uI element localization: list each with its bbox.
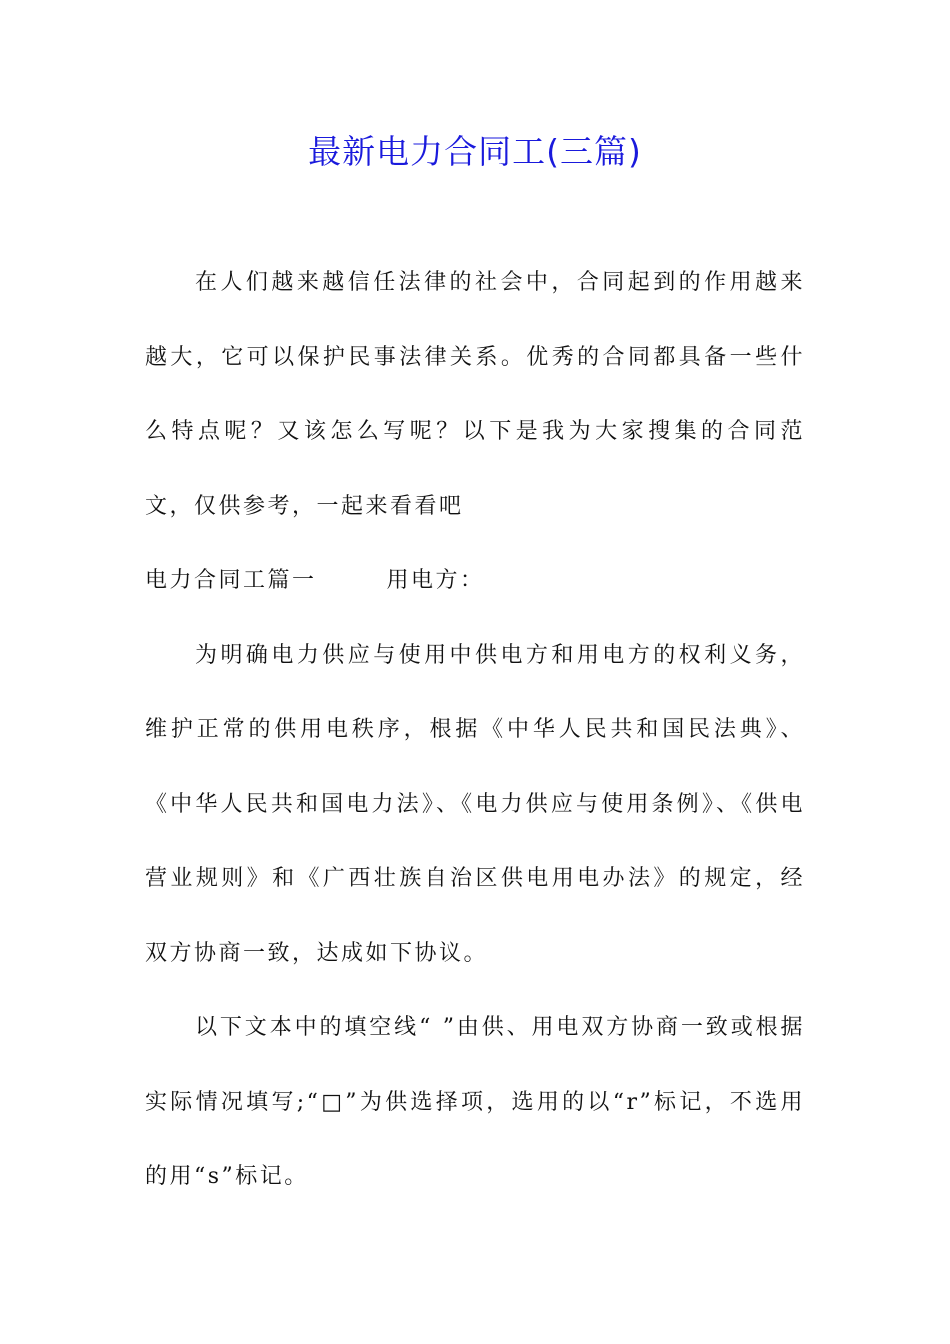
- instructions-paragraph: 以下文本中的填空线“ ”由供、用电双方协商一致或根据实际情况填写;“□”为供选择项，选用的以“r”标记，不选用的用“s”标记。: [145, 1015, 805, 1189]
- intro-paragraph: 在人们越来越信任法律的社会中，合同起到的作用越来越大，它可以保护民事法律关系。优秀的合同都具备一些什么特点呢？又该怎么写呢？以下是我为大家搜集的合同范文，仅供参考，一起来看看吧: [145, 270, 805, 519]
- document-title: 最新电力合同工(三篇): [308, 132, 642, 171]
- section-heading-line: [145, 544, 805, 619]
- section-party-label: 用电方：: [386, 568, 485, 593]
- document-body: [145, 246, 805, 1215]
- section-heading: 电力合同工篇一: [145, 568, 317, 593]
- purpose-paragraph: 为明确电力供应与使用中供电方和用电方的权利义务，维护正常的供用电秩序，根据《中华人民共和国民法典》、《中华人民共和国电力法》、《电力供应与使用条例》、《供电营业规则》和《广西壮族自治区供电用电办法》的规定，经双方协商一致，达成如下协议。: [145, 642, 805, 966]
